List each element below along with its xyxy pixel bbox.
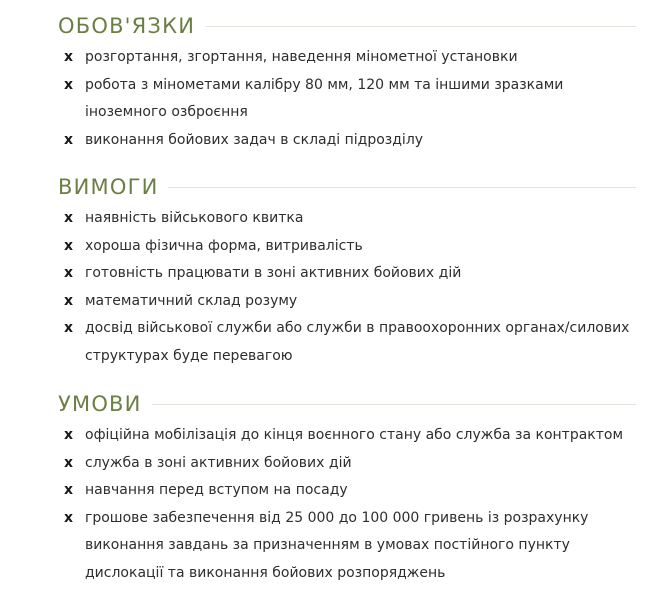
requirements-section xyxy=(58,172,636,370)
duties-section xyxy=(58,11,636,154)
list-item-text: грошове забезпечення від 25 000 до 100 000 гривень із розрахунку виконання завдань за призначенням в умовах постійного пункту дислокації та виконання бойових розпоряджень xyxy=(85,509,589,581)
list-item xyxy=(58,288,636,316)
list-item-text: навчання перед вступом на посаду xyxy=(85,482,348,498)
list-item-text: досвід військової служби або служби в правоохоронних органах/силових структурах буде перевагою xyxy=(85,320,630,364)
section-divider xyxy=(152,404,636,405)
list-item-text: розгортання, згортання, наведення мінометної установки xyxy=(85,49,518,65)
x-bullet-icon: x xyxy=(64,131,74,148)
list-item xyxy=(58,477,636,505)
list-item-text: наявність військового квитка xyxy=(85,210,304,226)
x-bullet-icon: x xyxy=(64,482,74,498)
conditions-section xyxy=(58,389,636,587)
list-item-text: математичний склад розуму xyxy=(85,292,298,309)
list-item xyxy=(58,450,636,478)
conditions-list xyxy=(58,422,636,587)
requirements-title: ВИМОГИ xyxy=(58,175,159,199)
list-item-text: офіційна мобілізація до кінця воєнного стану або служба за контрактом xyxy=(85,427,624,443)
list-item xyxy=(58,127,636,155)
duties-title: ОБОВ'ЯЗКИ xyxy=(58,14,196,38)
list-item-text: виконання бойових задач в складі підрозділу xyxy=(85,131,424,148)
list-item xyxy=(58,205,636,233)
x-bullet-icon: x xyxy=(64,509,74,526)
conditions-header xyxy=(58,389,636,419)
x-bullet-icon: x xyxy=(64,292,74,309)
list-item-text: хороша фізична форма, витривалість xyxy=(85,237,363,254)
list-item xyxy=(58,44,636,72)
list-item xyxy=(58,72,636,127)
x-bullet-icon: x xyxy=(64,49,74,65)
x-bullet-icon: x xyxy=(64,76,74,93)
list-item xyxy=(58,233,636,261)
duties-header xyxy=(58,11,636,41)
list-item-text: готовність працювати в зоні активних бойових дій xyxy=(85,265,462,281)
x-bullet-icon: x xyxy=(64,427,74,443)
x-bullet-icon: x xyxy=(64,320,74,336)
x-bullet-icon: x xyxy=(64,265,74,281)
duties-list xyxy=(58,44,636,154)
requirements-list xyxy=(58,205,636,370)
section-divider xyxy=(168,187,636,188)
list-item xyxy=(58,315,636,370)
list-item-text: робота з мінометами калібру 80 мм, 120 мм та іншими зразками іноземного озброєння xyxy=(85,76,564,120)
requirements-header xyxy=(58,172,636,202)
list-item xyxy=(58,505,636,588)
x-bullet-icon: x xyxy=(64,454,74,471)
section-divider xyxy=(205,26,636,27)
conditions-title: УМОВИ xyxy=(58,392,142,416)
x-bullet-icon: x xyxy=(64,210,74,226)
list-item-text: служба в зоні активних бойових дій xyxy=(85,454,352,471)
x-bullet-icon: x xyxy=(64,237,74,254)
list-item xyxy=(58,260,636,288)
list-item xyxy=(58,422,636,450)
